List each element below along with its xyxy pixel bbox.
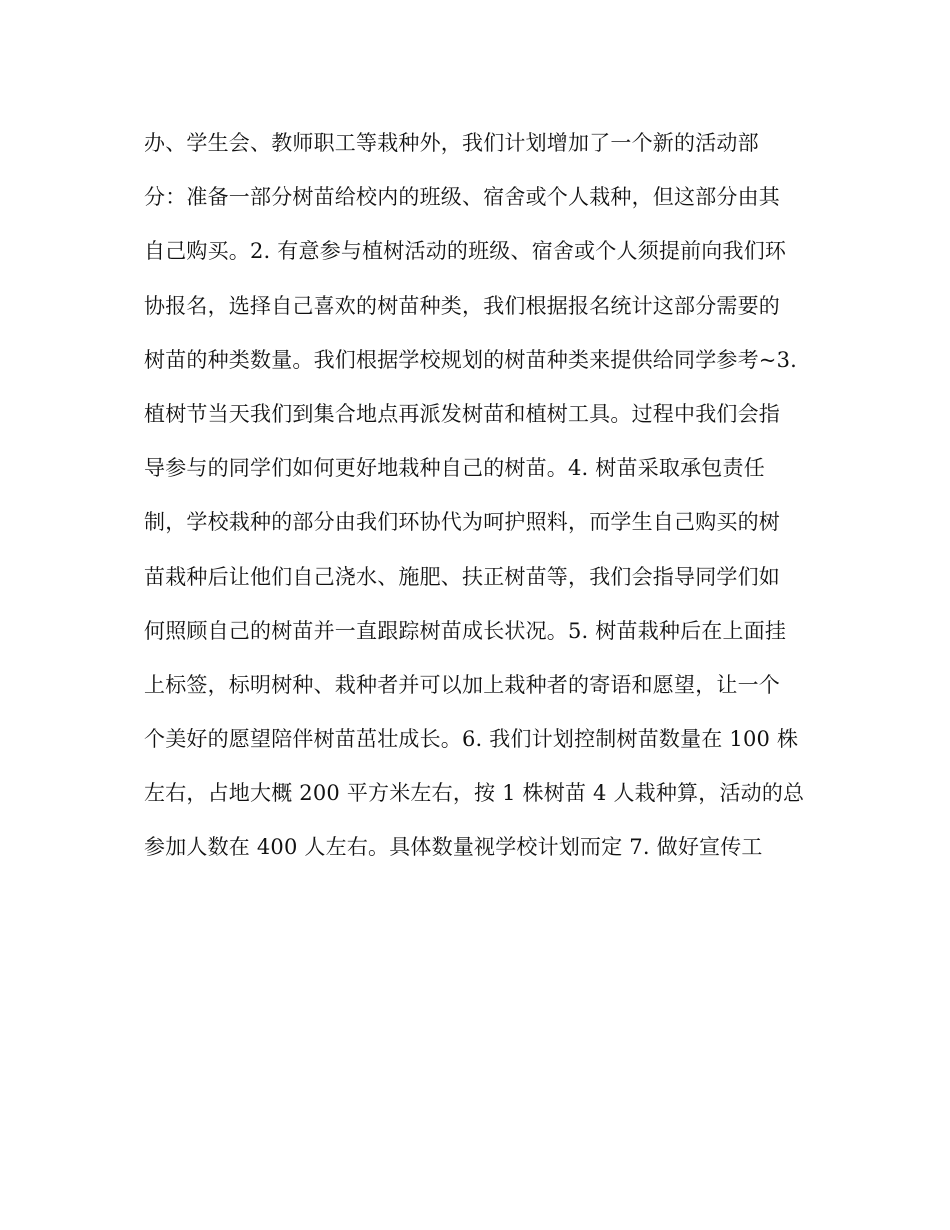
text-line-2: 分：准备一部分树苗给校内的班级、宿舍或个人栽种，但这部分由其 [144,185,780,210]
text-line-14: 参加人数在 400 人左右。具体数量视学校计划而定 7. 做好宣传工 [144,835,763,860]
text-line-4: 协报名，选择自己喜欢的树苗种类，我们根据报名统计这部分需要的 [144,293,780,318]
text-line-11: 上标签，标明树种、栽种者并可以加上栽种者的寄语和愿望，让一个 [144,672,780,697]
body-text [144,121,844,880]
text-line-6: 植树节当天我们到集合地点再派发树苗和植树工具。过程中我们会指 [144,401,780,426]
text-line-1: 办、学生会、教师职工等栽种外，我们计划增加了一个新的活动部 [144,131,759,155]
text-line-8: 制，学校栽种的部分由我们环协代为呵护照料，而学生自己购买的树 [144,510,780,535]
text-line-9: 苗栽种后让他们自己浇水、施肥、扶正树苗等，我们会指导同学们如 [144,564,780,589]
text-line-10: 何照顾自己的树苗并一直跟踪树苗成长状况。5. 树苗栽种后在上面挂 [144,618,787,643]
text-line-7: 导参与的同学们如何更好地栽种自己的树苗。4. 树苗采取承包责任 [144,456,765,481]
text-line-5: 树苗的种类数量。我们根据学校规划的树苗种类来提供给同学参考~3. [144,347,798,372]
text-line-13: 左右，占地大概 200 平方米左右，按 1 株树苗 4 人栽种算，活动的总 [144,781,805,806]
text-line-12: 个美好的愿望陪伴树苗茁壮成长。6. 我们计划控制树苗数量在 100 株 [144,727,799,752]
text-line-3: 自己购买。2. 有意参与植树活动的班级、宿舍或个人须提前向我们环 [144,239,787,264]
